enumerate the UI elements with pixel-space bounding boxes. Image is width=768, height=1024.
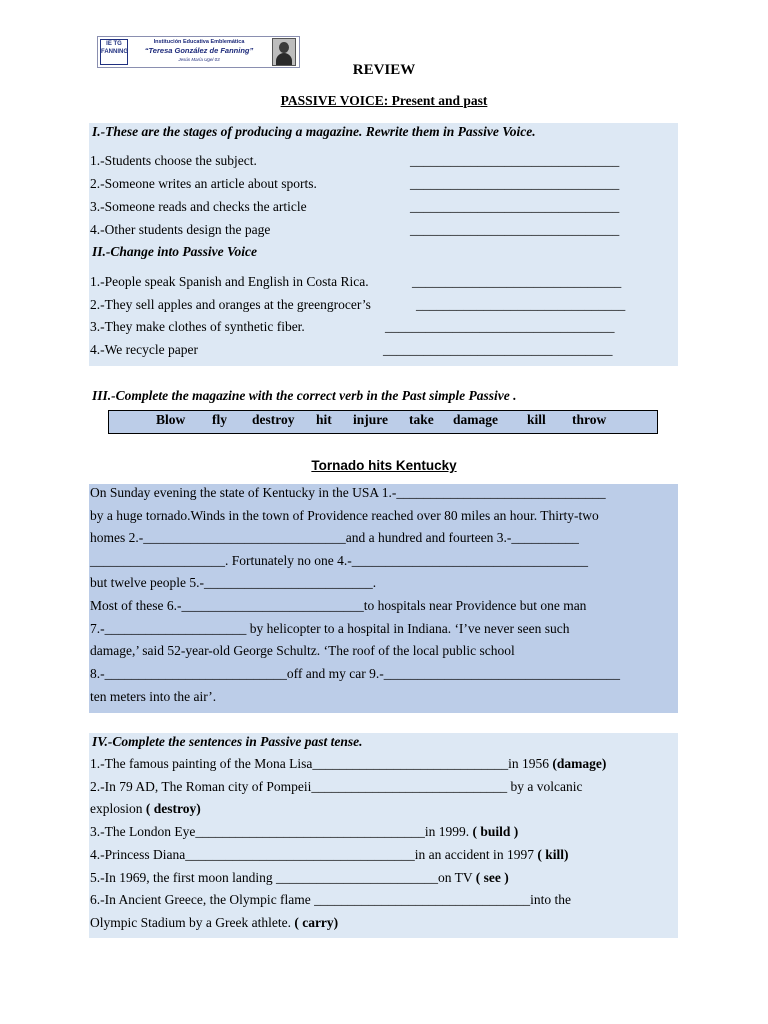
- article-line: On Sunday evening the state of Kentucky in the USA 1.-_______________________________: [90, 485, 606, 500]
- section-1-heading: I.-These are the stages of producing a magazine. Rewrite them in Passive Voice.: [92, 124, 536, 139]
- word-bank-item: damage: [453, 412, 498, 427]
- section-1-item-4: 4.-Other students design the page: [90, 222, 271, 237]
- word-bank-item: hit: [316, 412, 332, 427]
- section-4-item-3: 3.-The London Eye__________________________________in 1999. ( build ): [90, 824, 519, 839]
- word-bank-item: Blow: [156, 412, 186, 427]
- word-bank-item: take: [409, 412, 434, 427]
- word-bank-item: injure: [353, 412, 389, 427]
- answer-blank[interactable]: __________________________________: [383, 342, 613, 357]
- article-line: damage,’ said 52-year-old George Schultz. ‘The roof of the local public school: [90, 643, 515, 658]
- section-4-item-6: 6.-In Ancient Greece, the Olympic flame ________________________________into the: [90, 892, 572, 907]
- article-line: ten meters into the air’.: [90, 689, 217, 704]
- answer-blank[interactable]: _______________________________: [410, 176, 620, 191]
- section-2-item-3: 3.-They make clothes of synthetic fiber.: [90, 319, 305, 334]
- article-line: 7.-_____________________ by helicopter to a hospital in Indiana. ‘I’ve never seen such: [90, 621, 570, 636]
- article-line: ____________________. Fortunately no one 4.-___________________________________: [90, 553, 588, 568]
- article-line: by a huge tornado.Winds in the town of Providence reached over 80 miles an hour. Thirty-two: [90, 508, 599, 523]
- section-4-item-4: 4.-Princess Diana__________________________________in an accident in 1997 ( kill): [90, 847, 569, 862]
- section-2-heading: II.-Change into Passive Voice: [92, 244, 258, 259]
- school-name: [128, 38, 270, 63]
- section-2-item-1: 1.-People speak Spanish and English in Costa Rica.: [90, 274, 369, 289]
- article-line: Most of these 6.-___________________________to hospitals near Providence but one man: [90, 598, 587, 613]
- article-panel: [89, 484, 678, 713]
- section-4-item-1: 1.-The famous painting of the Mona Lisa_____________________________in 1956 (damage): [90, 756, 607, 771]
- word-bank: [108, 410, 658, 434]
- section-1-item-3: 3.-Someone reads and checks the article: [90, 199, 307, 214]
- section-4-heading: IV.-Complete the sentences in Passive past tense.: [92, 734, 363, 749]
- article-line: but twelve people 5.-_________________________.: [90, 575, 377, 590]
- answer-blank[interactable]: _______________________________: [410, 199, 620, 214]
- page-title: REVIEW: [352, 62, 416, 78]
- word-bank-item: fly: [212, 412, 227, 427]
- answer-blank[interactable]: _______________________________: [410, 222, 620, 237]
- word-bank-item: destroy: [252, 412, 295, 427]
- section-1-item-2: 2.-Someone writes an article about sports.: [90, 176, 317, 191]
- article-line: 8.-___________________________off and my car 9.-___________________________________: [90, 666, 620, 681]
- answer-blank[interactable]: _______________________________: [412, 274, 622, 289]
- section-1-2-panel: [89, 123, 678, 366]
- article-line: homes 2.-______________________________and a hundred and fourteen 3.-__________: [90, 530, 579, 545]
- section-4-item-5: 5.-In 1969, the first moon landing ________________________on TV ( see ): [90, 870, 509, 885]
- answer-blank[interactable]: __________________________________: [385, 319, 615, 334]
- section-4-item-2-cont: explosion ( destroy): [90, 801, 201, 816]
- school-crest-icon: IE TG FANNING: [100, 39, 128, 65]
- section-4-panel: [89, 733, 678, 938]
- section-4-item-6-cont: Olympic Stadium by a Greek athlete. ( carry): [90, 915, 339, 930]
- answer-blank[interactable]: _______________________________: [410, 153, 620, 168]
- word-bank-item: kill: [527, 412, 546, 427]
- section-2-item-2: 2.-They sell apples and oranges at the greengrocer’s: [90, 297, 371, 312]
- section-4-item-2: 2.-In 79 AD, The Roman city of Pompeii_____________________________ by a volcanic: [90, 779, 583, 794]
- school-name-line1: Institución Educativa Emblemática: [153, 39, 245, 45]
- section-3-heading: III.-Complete the magazine with the correct verb in the Past simple Passive .: [92, 388, 517, 403]
- section-2-item-4: 4.-We recycle paper: [90, 342, 198, 357]
- school-name-line3: Jesús María Ugel 03: [178, 57, 220, 62]
- word-bank-item: throw: [572, 412, 607, 427]
- answer-blank[interactable]: _______________________________: [416, 297, 626, 312]
- section-1-item-1: 1.-Students choose the subject.: [90, 153, 257, 168]
- school-name-line2: “Teresa González de Fanning”: [144, 46, 254, 55]
- page-subtitle: PASSIVE VOICE: Present and past: [280, 93, 488, 108]
- article-title: Tornado hits Kentucky: [311, 458, 457, 473]
